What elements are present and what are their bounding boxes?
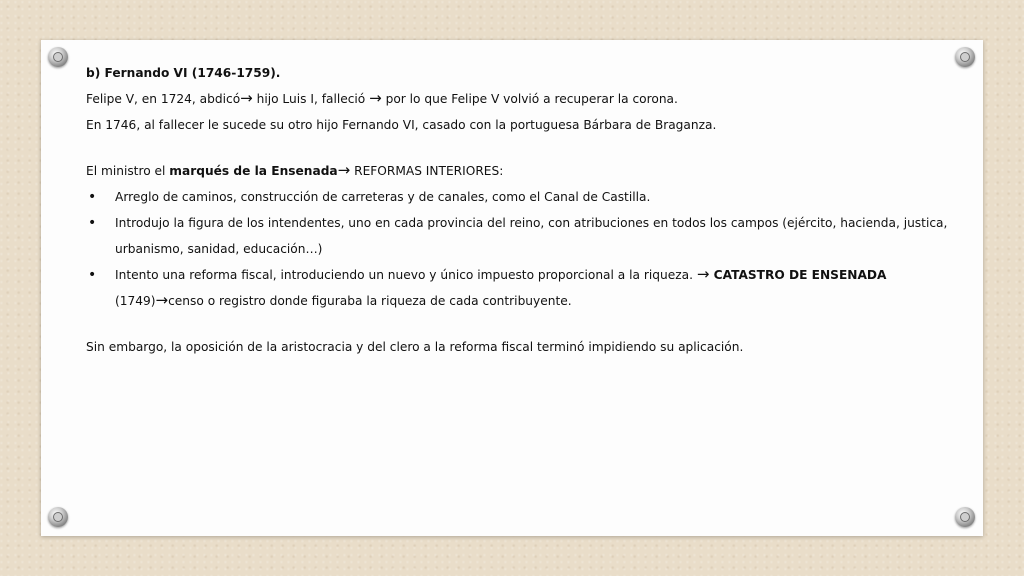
arrow-icon: → [240, 89, 253, 107]
thumbtack-icon [48, 507, 68, 527]
text-segment: hijo Luis I, falleció [252, 92, 370, 106]
catastro-name: CATASTRO DE ENSENADA [709, 268, 887, 282]
reforms-title: REFORMAS INTERIORES: [350, 164, 504, 178]
slide-content [86, 60, 966, 360]
arrow-icon: → [369, 89, 382, 107]
bullet-icon: • [88, 189, 97, 205]
paragraph-ministro [86, 158, 966, 184]
list-item [86, 184, 966, 210]
marques-name: marqués de la Ensenada [169, 164, 338, 178]
arrow-icon: → [337, 161, 351, 179]
text-segment: El ministro el [86, 164, 170, 178]
text-segment: por lo que Felipe V volvió a recuperar la corona. [381, 92, 678, 106]
text-segment: Intento una reforma fiscal, introduciendo un nuevo y único impuesto proporcional a la riqueza. [115, 268, 697, 282]
text-segment: Felipe V, en 1724, abdicó [86, 92, 241, 106]
arrow-icon: → [155, 291, 169, 309]
text-segment: (1749) [115, 294, 156, 308]
list-item [86, 210, 975, 262]
paragraph-felipe [86, 86, 966, 112]
thumbtack-icon [955, 507, 975, 527]
paragraph-fernando: En 1746, al fallecer le sucede su otro hijo Fernando VI, casado con la portuguesa Bárbara de Braganza. [86, 118, 717, 132]
list-item [86, 262, 975, 314]
text-segment: censo o registro donde figuraba la riqueza de cada contribuyente. [168, 294, 572, 308]
list-item-text: Arreglo de caminos, construcción de carreteras y de canales, como el Canal de Castilla. [115, 190, 651, 204]
thumbtack-icon [48, 47, 68, 67]
bullet-icon: • [88, 215, 97, 231]
reforms-list [86, 184, 966, 314]
section-heading: b) Fernando VI (1746-1759). [86, 66, 281, 80]
paragraph-conclusion: Sin embargo, la oposición de la aristocracia y del clero a la reforma fiscal terminó impidiendo su aplicación. [86, 340, 744, 354]
list-item-text: Introdujo la figura de los intendentes, uno en cada provincia del reino, con atribuciones en todos los campos (ejército, hacienda, justica, urbanismo, sanidad, educación…) [115, 216, 948, 256]
bullet-icon: • [88, 267, 97, 283]
arrow-icon: → [696, 265, 710, 283]
